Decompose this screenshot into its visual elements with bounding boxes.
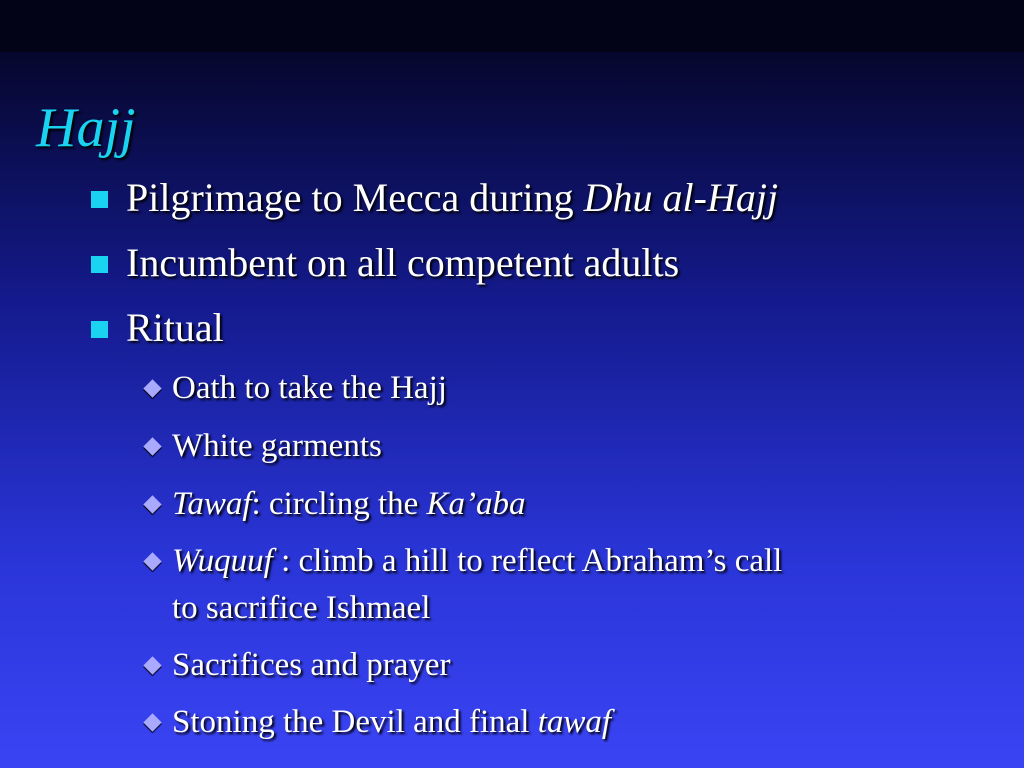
- sub-bullet-italic: Wuquuf: [172, 543, 273, 579]
- bullet-ritual: Ritual: [126, 305, 224, 350]
- bullet-text: Pilgrimage to Mecca during: [126, 175, 584, 220]
- diamond-bullet-icon: [143, 437, 161, 455]
- diamond-bullet-icon: [143, 656, 161, 674]
- bullet-pilgrimage: [126, 175, 779, 220]
- sub-bullet-italic: tawaf: [537, 704, 612, 740]
- slide-title: Hajj: [36, 97, 136, 159]
- sub-bullet-text: : climb a hill to reflect Abraham’s call: [272, 543, 783, 579]
- bullet-incumbent: Incumbent on all competent adults: [126, 240, 680, 285]
- sub-bullet-italic: Tawaf: [172, 486, 252, 522]
- bullet-italic-text: Dhu al-Hajj: [583, 175, 779, 220]
- sub-bullet-sacrifices: Sacrifices and prayer: [172, 647, 451, 683]
- square-bullet-icon: [91, 191, 108, 208]
- sub-bullet-text: Stoning the Devil and final: [172, 704, 538, 740]
- sub-bullet-wuquuf: [172, 545, 782, 578]
- diamond-bullet-icon: [143, 713, 161, 731]
- sub-bullet-stoning: [172, 706, 611, 739]
- diamond-bullet-icon: [143, 379, 161, 397]
- sub-bullet-text: : circling the: [251, 486, 427, 522]
- top-band: [0, 0, 1024, 52]
- diamond-bullet-icon: [143, 552, 161, 570]
- square-bullet-icon: [91, 256, 108, 273]
- sub-bullet-wuquuf-continuation: to sacrifice Ishmael: [172, 590, 431, 626]
- sub-bullet-garments: White garments: [172, 428, 382, 464]
- sub-bullet-tawaf: [172, 488, 526, 521]
- diamond-bullet-icon: [143, 495, 161, 513]
- square-bullet-icon: [91, 321, 108, 338]
- sub-bullet-oath: Oath to take the Hajj: [172, 370, 447, 406]
- sub-bullet-italic: Ka’aba: [426, 486, 526, 522]
